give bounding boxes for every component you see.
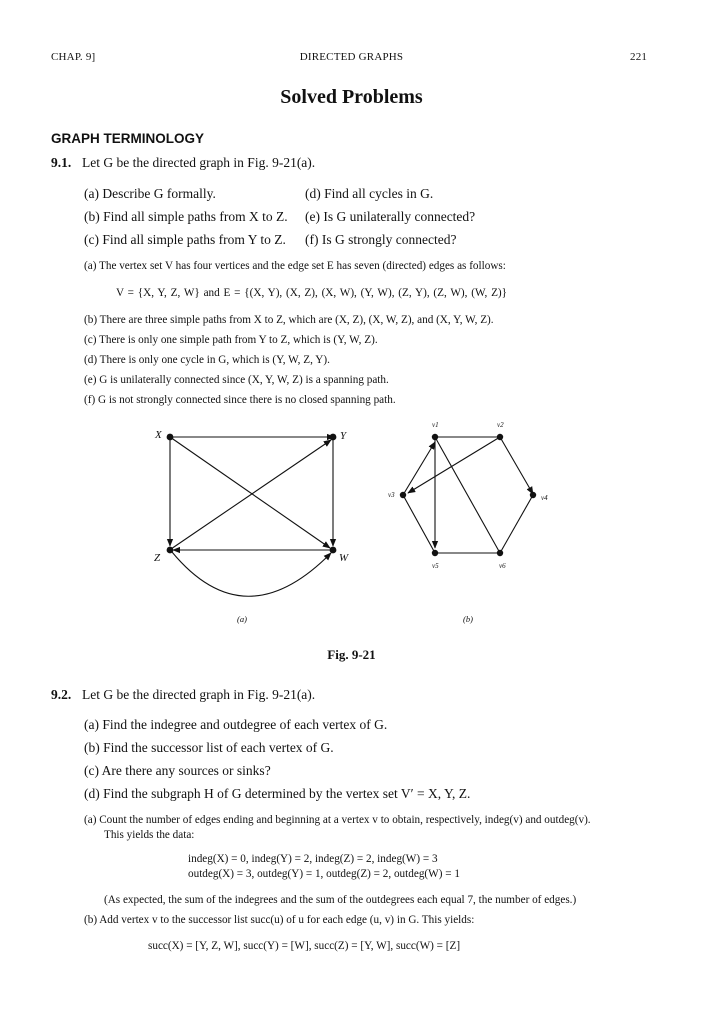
question-9-1-f: (f) Is G strongly connected?: [305, 232, 457, 247]
question-9-1-b: (b) Find all simple paths from X to Z.: [84, 209, 288, 224]
label-v6: v6: [499, 562, 506, 570]
vertex-v2: [497, 434, 503, 440]
label-w: W: [339, 552, 349, 564]
label-v1: v1: [432, 421, 439, 429]
question-9-2-a: (a) Find the indegree and outdegree of each vertex of G.: [84, 717, 388, 732]
answer-9-2-a-line1: (a) Count the number of edges ending and beginning at a vertex v to obtain, respectively, indeg(v) and outdeg(v).: [84, 814, 591, 826]
vertex-w: [330, 547, 337, 554]
section-heading: GRAPH TERMINOLOGY: [51, 131, 205, 146]
label-z: Z: [154, 552, 161, 564]
page-number: 221: [630, 51, 648, 63]
answer-9-2-b: (b) Add vertex v to the successor list succ(u) of u for each edge (u, v) in G. This yields:: [84, 914, 475, 926]
answer-9-1-f: (f) G is not strongly connected since there is no closed spanning path.: [84, 394, 396, 406]
successor-lists: succ(X) = [Y, Z, W], succ(Y) = [W], succ(Z) = [Y, W], succ(W) = [Z]: [148, 940, 461, 952]
question-9-1-a: (a) Describe G formally.: [84, 186, 216, 201]
question-9-2-c: (c) Are there any sources or sinks?: [84, 763, 271, 778]
answer-9-1-a-intro: (a) The vertex set V has four vertices and the edge set E has seven (directed) edges as follows:: [84, 260, 506, 272]
label-x: X: [155, 429, 162, 441]
vertex-v5: [432, 550, 438, 556]
question-9-2-b: (b) Find the successor list of each vertex of G.: [84, 740, 334, 755]
vertex-v1: [432, 434, 438, 440]
caption-b: (b): [463, 614, 473, 624]
label-v3: v3: [388, 491, 395, 499]
answer-9-1-a-formula: V = {X, Y, Z, W} and E = {(X, Y), (X, Z), (X, W), (Y, W), (Z, Y), (Z, W), (W, Z)}: [116, 287, 508, 299]
edge-v1-v6: [435, 437, 500, 553]
answer-9-2-note: (As expected, the sum of the indegrees and the sum of the outdegrees each equal 7, the number of edges.): [104, 894, 577, 906]
label-v2: v2: [497, 421, 504, 429]
vertex-v3: [400, 492, 406, 498]
problem-number-9-2: 9.2.: [51, 687, 72, 702]
vertex-x: [167, 434, 174, 441]
digraph-b: [403, 437, 533, 553]
edge-v5-v3: [403, 495, 435, 553]
edge-z-w: [172, 552, 331, 596]
vertex-y: [330, 434, 337, 441]
label-y: Y: [340, 430, 347, 442]
answer-9-1-e: (e) G is unilaterally connected since (X, Y, W, Z) is a spanning path.: [84, 374, 389, 386]
edge-v2-v4: [500, 437, 533, 494]
question-9-1-d: (d) Find all cycles in G.: [305, 186, 434, 201]
answer-9-1-d: (d) There is only one cycle in G, which is (Y, W, Z, Y).: [84, 354, 330, 366]
answer-9-1-c: (c) There is only one simple path from Y to Z, which is (Y, W, Z).: [84, 334, 378, 346]
label-v4: v4: [541, 494, 548, 502]
vertex-v6: [497, 550, 503, 556]
question-9-1-e: (e) Is G unilaterally connected?: [305, 209, 476, 224]
page-title: Solved Problems: [280, 86, 423, 108]
caption-a: (a): [237, 614, 247, 624]
label-v5: v5: [432, 562, 439, 570]
running-header-chapter: CHAP. 9]: [51, 51, 96, 63]
edge-v2-v3: [408, 437, 500, 493]
question-9-2-d: (d) Find the subgraph H of G determined by the vertex set V′ = X, Y, Z.: [84, 786, 471, 801]
outdegree-values: outdeg(X) = 3, outdeg(Y) = 1, outdeg(Z) = 2, outdeg(W) = 1: [188, 868, 460, 880]
edge-v3-v1: [403, 442, 435, 495]
problem-stem-9-2: Let G be the directed graph in Fig. 9-21(a).: [82, 687, 316, 702]
problem-number-9-1: 9.1.: [51, 155, 72, 170]
answer-9-2-a-line2: This yields the data:: [104, 829, 195, 841]
digraph-a: [170, 437, 334, 596]
question-9-1-c: (c) Find all simple paths from Y to Z.: [84, 232, 286, 247]
edge-x-w: [170, 437, 330, 548]
figure-caption: Fig. 9-21: [327, 647, 376, 662]
edge-v4-v6: [500, 495, 533, 553]
running-header-title: DIRECTED GRAPHS: [299, 51, 404, 63]
vertex-v4: [530, 492, 536, 498]
figure-9-21: [0, 410, 703, 640]
answer-9-1-b: (b) There are three simple paths from X to Z, which are (X, Z), (X, W, Z), and (X, Y, W, Z).: [84, 314, 494, 326]
problem-stem-9-1: Let G be the directed graph in Fig. 9-21(a).: [82, 155, 316, 170]
vertex-z: [167, 547, 174, 554]
indegree-values: indeg(X) = 0, indeg(Y) = 2, indeg(Z) = 2, indeg(W) = 3: [188, 853, 438, 865]
